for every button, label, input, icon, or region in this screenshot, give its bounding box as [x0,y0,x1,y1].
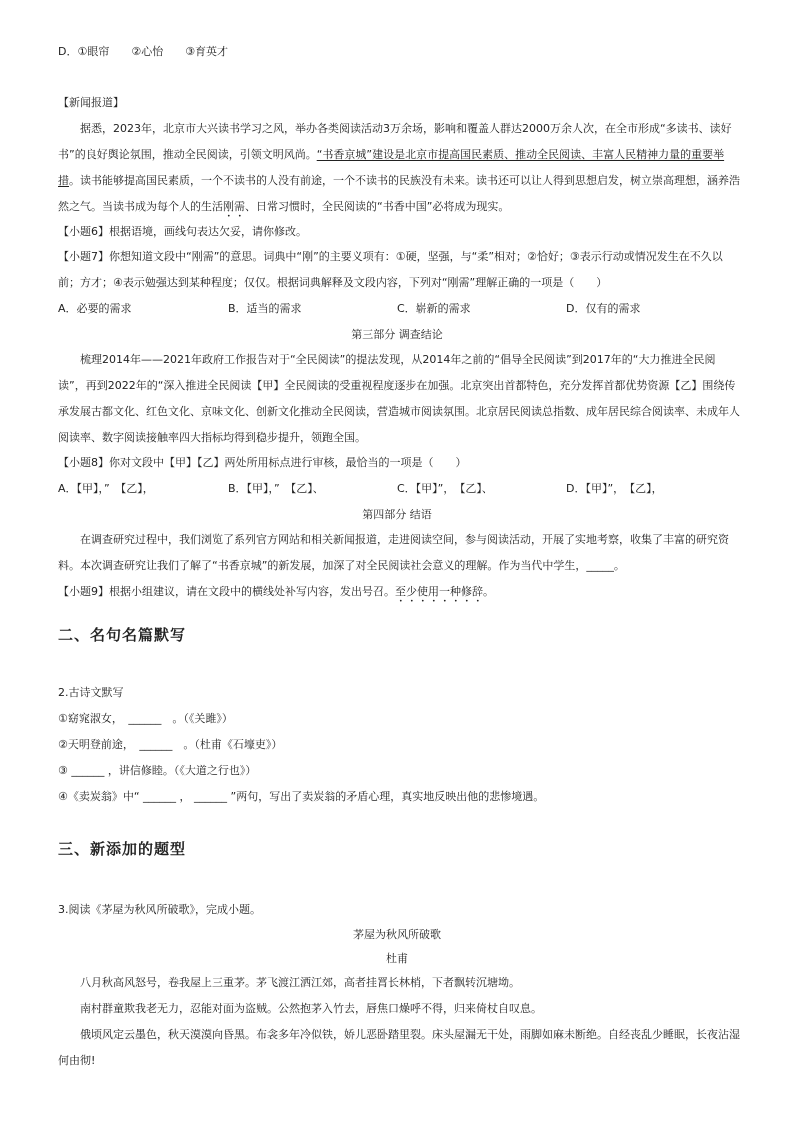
question-6: 【小题6】根据语境，画线句表达欠妥，请你修改。 [58,225,307,238]
question-9 [58,585,494,605]
section-2-heading: 二、名句名篇默写 [58,626,187,644]
underlined-sentence: “书香京城”建设是北京市提高国民素质、推动全民阅读、丰富人民精神力量的重要举措 [58,148,725,187]
part3-paragraph: 梳理2014年——2021年政府工作报告对于“全民阅读”的提法发现，从2014年之前的“倡导全民阅读”到2017年的“大力推进全民阅读”，再到2022年的“深入推进全民阅读【甲】全民阅读的受重视程度逐步在加强。北京突出首都特色，充分发挥首都优势资源【乙】围绕传承发展古都文化、红色文化、京味文化、创新文化推动全民阅读，营造城市阅读氛围。北京居民阅读总指数、成年居民综合阅读率、未成年人阅读率、数字阅读接触率四大指标均得到稳步提升，领跑全国。 [58,353,740,444]
q2-title: 2.古诗文默写 [58,686,124,699]
poem-author: 杜甫 [386,952,408,965]
section-3-heading: 三、新添加的题型 [58,840,187,858]
q8-option-b: B．【甲】，” 【乙】、 [228,482,324,495]
news-tag: 【新闻报道】 [58,96,124,109]
q7-option-a: A．必要的需求 [58,302,132,315]
q8-option-a: A．【甲】，” 【乙】， [58,482,154,495]
part4-paragraph: 在调查研究过程中，我们浏览了系列官方网站和相关新闻报道，走进阅读空间，参与阅读活动，开展了实地考察，收集了丰富的研究资料。本次调查研究让我们了解了“书香京城”的新发展，加深了对全民阅读社会意义的理解。作为当代中学生，_____。 [58,533,729,572]
news-text-c: 、日常习惯时，全民阅读的“书香中国”必将成为现实。 [245,200,510,213]
q9-end: 。 [483,585,494,598]
poem-line-3: 俄顷风定云墨色，秋天漠漠向昏黑。布衾多年冷似铁，娇儿恶卧踏里裂。床头屋漏无干处，雨脚如麻未断绝。自经丧乱少睡眠，长夜沾湿何由彻! [58,1028,740,1067]
part4-title: 第四部分 结语 [362,508,432,521]
q8-option-c: C．【甲】”， 【乙】、 [397,482,493,495]
q3-title: 3.阅读《茅屋为秋风所破歌》，完成小题。 [58,903,261,916]
poem-line-2: 南村群童欺我老无力，忍能对面为盗贼。公然抱茅入竹去，唇焦口燥呼不得，归来倚杖自叹息。 [80,1002,542,1015]
question-8: 【小题8】你对文段中【甲】【乙】两处所用标点进行审核，最恰当的一项是（ ） [58,456,467,469]
q2-item-1: ①窈窕淑女， ______ 。（《关雎》） [58,712,233,725]
q2-item-3: ③ ______ ，讲信修睦。（《大道之行也》） [58,764,257,777]
poem-title: 茅屋为秋风所破歌 [353,928,441,941]
q9-text: 【小题9】根据小组建议，请在文段中的横线处补写内容，发出号召。 [58,585,395,598]
q7-option-b: B．适当的需求 [228,302,302,315]
q8-option-d: D．【甲】”， 【乙】， [566,482,663,495]
q2-item-4: ④《卖炭翁》中“ ______ ， ______ ”两句，写出了卖炭翁的矛盾心理，真实地反映出他的悲惨境遇。 [58,790,545,803]
news-text-b: 。读书能够提高国民素质，一个不读书的人没有前途，一个不读书的民族没有未来。读书还可以让人得到思想启发，树立崇高理想，涵养浩然之气。当读书成为每个人的生活 [58,174,740,213]
poem-line-1: 八月秋高风怒号，卷我屋上三重茅。茅飞渡江洒江郊，高者挂罥长林梢，下者飘转沉塘坳。 [80,976,520,989]
q7-option-d: D．仅有的需求 [566,302,641,315]
dotted-word: 刚需 [223,200,245,213]
q9-dotted-requirement: 至少使用一种修辞 [395,585,483,598]
part3-title: 第三部分 调查结论 [351,328,443,341]
question-7: 【小题7】你想知道文段中“刚需”的意思。词典中“刚”的主要义项有：①硬，坚强，与“柔”相对；②恰好；③表示行动或情况发生在不久以前；方才；④表示勉强达到某种程度；仅仅。根据词典解释及文段内容，下列对“刚需”理解正确的一项是（ ） [58,250,723,289]
news-paragraph [58,116,740,220]
q7-option-c: C．崭新的需求 [397,302,471,315]
news-text-a: 据悉，2023年，北京市大兴读书学习之风，举办各类阅读活动3万余场，影响和覆盖人群达2000万余人次，在全市形成“多读书、读好书”的良好舆论氛围，推动全民阅读，引领文明风尚。 [58,122,732,161]
q2-item-2: ②天明登前途， ______ 。（杜甫《石壕吏》） [58,738,283,751]
top-options: D．①眼帘 ②心怡 ③育英才 [58,45,229,58]
